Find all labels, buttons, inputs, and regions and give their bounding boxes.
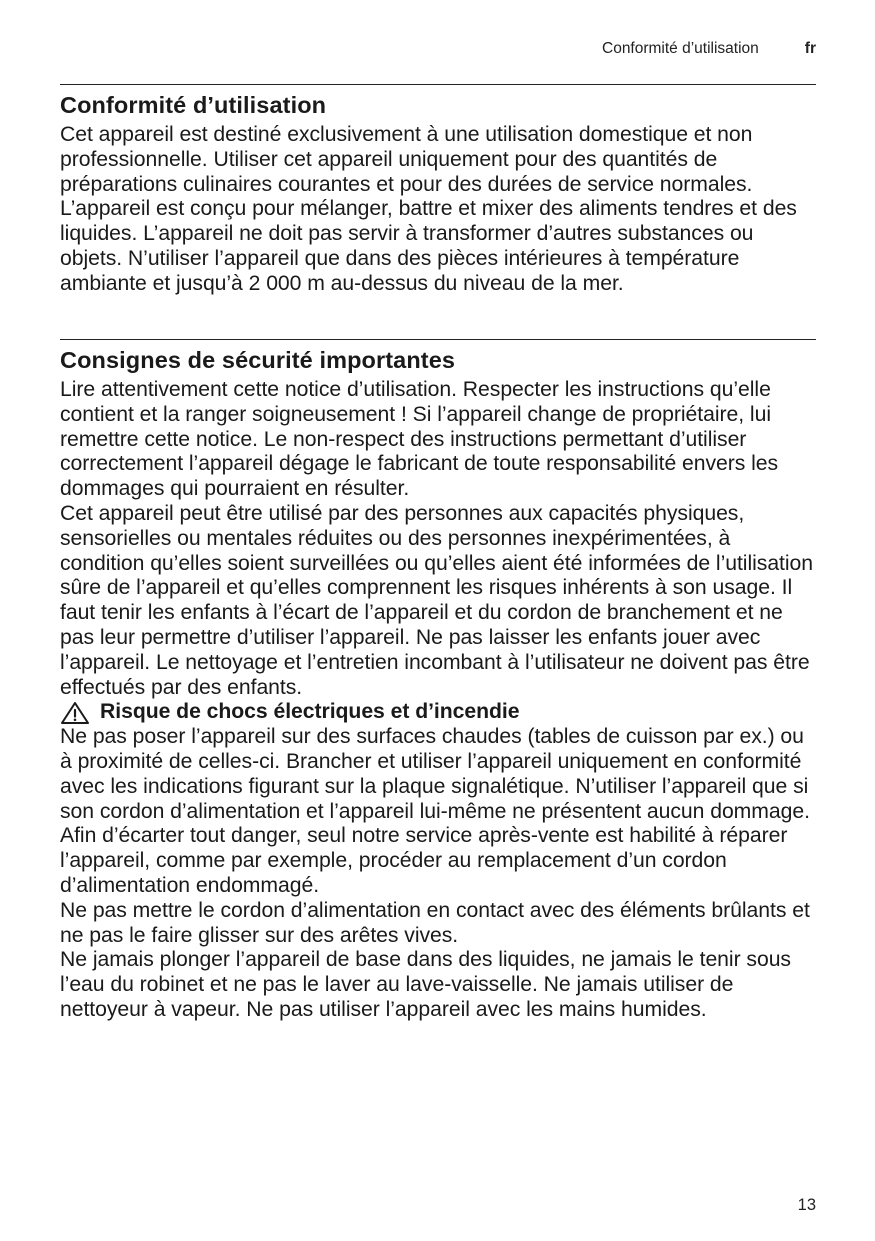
page-number: 13	[797, 1196, 816, 1214]
conformity-heading: Conformité d’utilisation	[60, 92, 327, 118]
conformity-section	[60, 91, 816, 297]
warning-paragraph-2: Ne pas mettre le cordon d’alimentation en contact avec des éléments brûlants et ne pas le faire glisser sur des arêtes vives.	[60, 898, 810, 947]
running-header-section: Conformité d’utilisation	[602, 40, 759, 57]
warning-paragraph-1: Ne pas poser l’appareil sur des surfaces chaudes (tables de cuisson par ex.) ou à proximité de celles-ci. Brancher et utiliser l’appareil uniquement en conformité avec les indications figurant sur la plaque signalétique. N’utiliser l’appareil que si son cordon d’alimentation et l’appareil lui-même ne présentent aucun dommage. Afin d’écarter tout danger, seul notre service après-vente est habilité à réparer l’appareil, comme par exemple, procéder au remplacement d’un cordon d’alimentation endommagé.	[60, 725, 810, 897]
running-header	[602, 40, 816, 58]
safety-section	[60, 346, 816, 1023]
manual-page	[60, 0, 816, 1241]
warning-title: Risque de chocs électriques et d’incendie	[100, 700, 520, 724]
warning-heading	[60, 700, 816, 725]
warning-triangle-icon	[60, 701, 90, 725]
conformity-paragraph: Cet appareil est destiné exclusivement à une utilisation domestique et non professionnelle. Utiliser cet appareil uniquement pour des quantités de préparations culinaires courantes et pour des durées de service normales. L’appareil est conçu pour mélanger, battre et mixer des aliments tendres et des liquides. L’appareil ne doit pas servir à transformer d’autres substances ou objets. N’utiliser l’appareil que dans des pièces intérieures à température ambiante et jusqu’à 2 000 m au-dessus du niveau de la mer.	[60, 123, 797, 295]
safety-heading: Consignes de sécurité importantes	[60, 347, 456, 373]
safety-paragraph-2: Cet appareil peut être utilisé par des personnes aux capacités physiques, sensorielles ou mentales réduites ou des personnes inexpérimentées, à condition qu’elles soient surveillées ou qu’elles aient été informées de l’utilisation sûre de l’appareil et qu’elles comprennent les risques inhérents à son usage. Il faut tenir les enfants à l’écart de l’appareil et du cordon de branchement et ne pas leur permettre d’utiliser l’appareil. Ne pas laisser les enfants jouer avec l’appareil. Le nettoyage et l’entretien incombant à l’utilisateur ne doivent pas être effectués par des enfants.	[60, 501, 814, 699]
safety-paragraph-1: Lire attentivement cette notice d’utilisation. Respecter les instructions qu’elle contient et la ranger soigneusement ! Si l’appareil change de propriétaire, lui remettre cette notice. Le non-respect des instructions permettant d’utiliser correctement l’appareil dégage le fabricant de toute responsabilité envers les dommages qui pourraient en résulter.	[60, 378, 779, 501]
section-divider	[60, 339, 816, 340]
language-code: fr	[804, 40, 816, 57]
warning-paragraph-3: Ne jamais plonger l’appareil de base dans des liquides, ne jamais le tenir sous l’eau du robinet et ne pas le laver au lave-vaisselle. Ne jamais utiliser de nettoyeur à vapeur. Ne pas utiliser l’appareil avec les mains humides.	[60, 948, 791, 1021]
section-divider	[60, 84, 816, 85]
